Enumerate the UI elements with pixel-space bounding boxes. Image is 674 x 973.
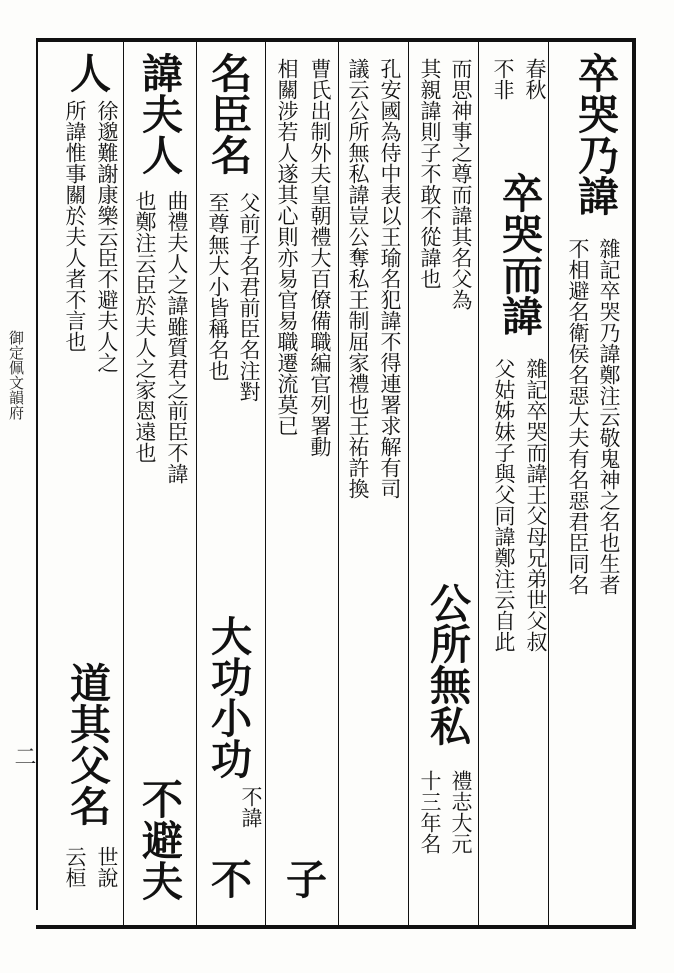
commentary-text: 不諱 [239, 786, 263, 828]
column-divider [265, 42, 266, 925]
commentary-text: 徐邈難謝康樂云臣不避夫人之 [95, 100, 119, 373]
frame-right-rule [632, 38, 636, 929]
headword-text: 大功小功 [204, 615, 252, 779]
commentary-text: 禮志大元 [449, 770, 473, 854]
commentary-text: 雜記卒哭乃諱鄭注云敬鬼神之名也生者 [597, 238, 621, 595]
headword-text: 名臣名 [204, 52, 252, 175]
commentary-text: 其親諱則子不敢不從諱也 [418, 58, 442, 289]
commentary-text: 父姑姊妹子與父同諱鄭注云自此 [492, 358, 516, 652]
commentary-text: 雜記卒哭而諱王父母兄弟世父叔 [524, 358, 548, 652]
column-divider [196, 42, 197, 925]
column-divider [123, 42, 124, 925]
headword-text: 人 [63, 52, 111, 93]
column-divider [478, 42, 479, 925]
headword-text: 不避夫 [135, 778, 183, 901]
commentary-text: 云桓 [63, 846, 87, 888]
commentary-text: 議云公所無私諱豈公奪私王制屈家禮也王祐許換 [346, 58, 370, 499]
headword-text: 不 [204, 858, 252, 899]
headword-text: 公所無私 [423, 582, 471, 746]
commentary-text: 父前子名君前臣名注對 [237, 192, 261, 402]
book-title-margin-label: 御定佩文韻府 [7, 330, 25, 420]
column-divider [338, 42, 339, 925]
headword-text: 道其父名 [63, 662, 111, 826]
commentary-text: 十三年名 [418, 770, 442, 854]
commentary-text: 不非 [491, 58, 515, 100]
headword-text: 子 [279, 858, 327, 899]
page-margin-strip [0, 40, 38, 910]
frame-top-rule [36, 38, 636, 42]
headword-text: 諱夫人 [135, 52, 183, 175]
commentary-text: 也鄭注云臣於夫人之家恩遠也 [133, 190, 157, 463]
commentary-text: 所諱惟事關於夫人者不言也 [63, 100, 87, 352]
headword-text: 卒哭而諱 [495, 172, 543, 336]
commentary-text: 而思神事之尊而諱其名父為 [449, 58, 473, 310]
commentary-text: 相關涉若人遂其心則亦易官易職遷流莫已 [275, 58, 299, 436]
headword-text: 卒哭乃諱 [571, 52, 619, 216]
commentary-text: 孔安國為侍中表以王瑜名犯諱不得連署求解有司 [378, 58, 402, 499]
frame-bottom-rule [36, 925, 636, 929]
column-divider [408, 42, 409, 925]
commentary-text: 世說 [95, 846, 119, 888]
page-number-mark: 二 [11, 745, 36, 767]
commentary-text: 春秋 [523, 58, 547, 100]
commentary-text: 曲禮夫人之諱雖質君之前臣不諱 [165, 190, 189, 484]
commentary-text: 曹氏出制外夫皇朝禮大百僚備職編官列署動 [308, 58, 332, 457]
commentary-text: 至尊無大小皆稱名也 [206, 192, 230, 381]
commentary-text: 不相避名衛侯名惡大夫有名惡君臣同名 [566, 238, 590, 595]
